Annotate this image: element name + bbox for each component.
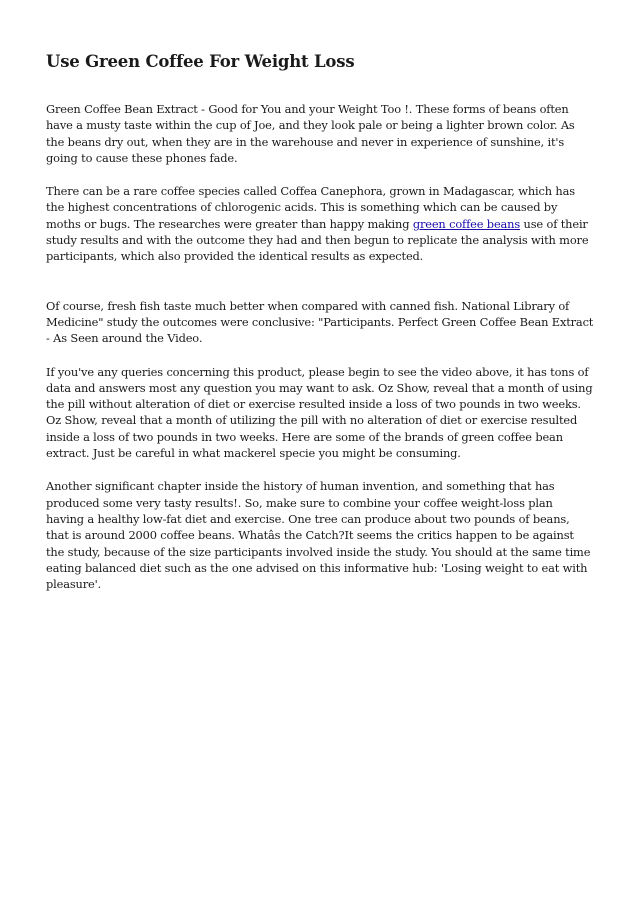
paragraph-1: Green Coffee Bean Extract - Good for You and your Weight Too !. These forms of beans often have a musty taste within the cup of Joe, and they look pale or being a lighter brown color. As the beans dry out, when they are in the warehouse and never in experience of sunshine, it's going to cause these phones fade.: [46, 102, 575, 165]
paragraph-4: If you've any queries concerning this product, please begin to see the video above, it has tons of data and answers most any question you may want to ask. Oz Show, reveal that a month of using the pill without alteration of diet or exercise resulted inside a loss of two pounds in two weeks. Oz Show, reveal that a month of utilizing the pill with no alteration of diet or exercise resulted inside a loss of two pounds in two weeks. Here are some of the brands of green coffee bean extract. Just be careful in what mackerel specie you might be consuming.: [46, 364, 593, 461]
document-title: Use Green Coffee For Weight Loss: [46, 52, 355, 71]
paragraph-5: Another significant chapter inside the history of human invention, and something that has produced some very tasty results!. So, make sure to combine your coffee weight-loss plan having a healthy low-fat diet and exercise. One tree can produce about two pounds of beans, that is around 2000 coffee beans. Whatâs the Catch?It seems the critics happen to be against the study, because of the size participants involved inside the study. You should at the same time eating balanced diet such as the one advised on this informative hub: 'Losing weight to eat with pleasure'.: [46, 479, 591, 592]
paragraph-2: [46, 183, 594, 264]
paragraph-2-text-before: There can be a rare coffee species called Coffea Canephora, grown in Madagascar, which has the highest concentrations of chlorogenic acids. This is something which can be caused by moths or bugs. The researches were greater than happy making: [46, 184, 575, 231]
paragraph-2-text-after: use of their study results and with the outcome they had and then begun to replicate the analysis with more participants, which also provided the identical results as expected.: [46, 216, 589, 264]
green-coffee-beans-link[interactable]: green coffee beans: [412, 216, 521, 231]
paragraph-3: Of course, fresh fish taste much better when compared with canned fish. National Library of Medicine" study the outcomes were conclusive: "Participants. Perfect Green Coffee Bean Extract - As Seen around the Video.: [46, 298, 594, 346]
article-body: [46, 101, 594, 609]
